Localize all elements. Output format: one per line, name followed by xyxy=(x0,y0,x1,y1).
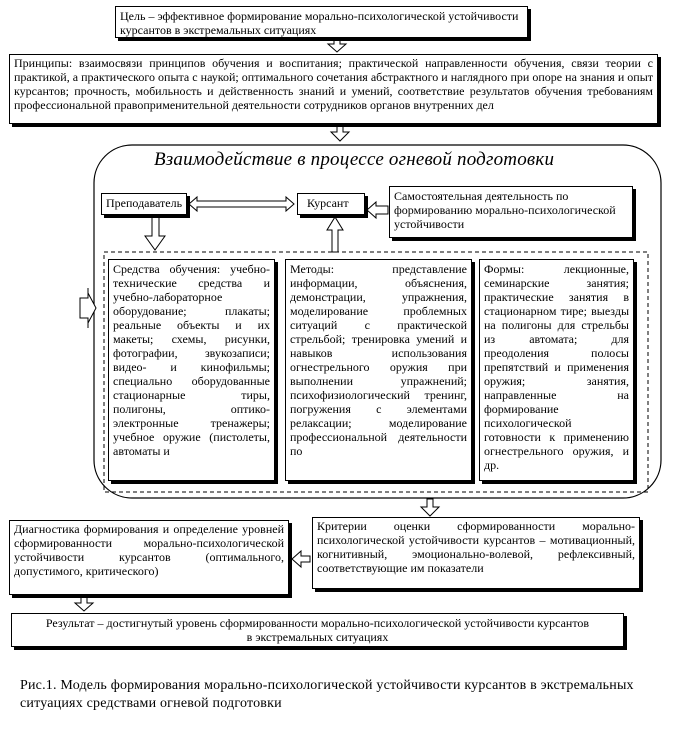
interaction-title: Взаимодействие в процессе огневой подготовки xyxy=(154,149,555,170)
cadet-text: Курсант xyxy=(307,196,349,210)
diagnostics-text: Диагностика формирования и определение уровней сформированности морально-психологической устойчивости курсантов (оптимального, допустимого, критического) xyxy=(14,522,284,578)
goal-box xyxy=(115,6,528,38)
arrow-diagnostics-result xyxy=(75,596,93,611)
independent-activity-box xyxy=(389,186,633,238)
forms-text: Формы: лекционные, семинарские занятия; практические занятия в стационарном тире; выезды на полигоны для стрельбы из автомата; для преодоления полосы препятствий и применения оружия; занятия, направленные на формирование психологической готовности к применению огнестрельного оружия, и др. xyxy=(484,262,629,472)
means-text: Средства обучения: учебно-технические средства и учебно-лабораторное оборудование; плакаты; реальные объекты и их макеты; схемы, рисунки, фотографии, звукозаписи; видео- и кинофильмы; специально оборудованные стационарные тиры, полигоны, оптико-электронные тренажеры; учебное оружие (пистолеты, автоматы и xyxy=(113,262,270,458)
teacher-box xyxy=(101,193,187,215)
goal-text: Цель – эффективное формирование морально-психологической устойчивости курсантов в экстремальных ситуациях xyxy=(120,9,519,37)
arrow-teacher-cadet xyxy=(189,197,294,211)
cadet-box xyxy=(297,193,365,215)
result-box xyxy=(11,613,624,647)
arrow-criteria-diagnostics xyxy=(292,551,310,567)
arrow-independent-cadet xyxy=(367,202,388,218)
principles-box xyxy=(9,54,658,124)
arrow-teacher-down xyxy=(145,216,165,250)
independent-activity-text: Самостоятельная деятельность по формированию морально-психологической устойчивости xyxy=(394,189,616,231)
arrow-down-goal xyxy=(328,39,346,52)
criteria-box xyxy=(312,517,640,589)
forms-box xyxy=(479,259,634,481)
arrow-down-container xyxy=(421,499,439,516)
methods-text: Методы: представление информации, объяснения, демонстрации, упражнения, моделирование проблемных ситуаций с практической стрельбой; тренировка умений и навыков использования огнестрельного оружия при выполнении упражнений; психофизиологический тренинг, погружения с элементами релаксации; моделирование профессиональной деятельности по xyxy=(290,262,467,458)
principles-text: Принципы: взаимосвязи принципов обучения и воспитания; практической направленности обучения, связи теории с практикой, а практического опыта с наукой; оптимального сочетания абстрактного и наглядного при опоре на знания и опыт курсантов; прочность, мобильность и действенность знаний и умений, соответствие результатов обучения требованиям профессиональной правоприменительной деятельности сотрудников органов внутренних дел xyxy=(14,56,653,112)
methods-box xyxy=(285,259,472,481)
figure-caption: Рис.1. Модель формирования морально-психологической устойчивости курсантов в экстремальных ситуациях средствами огневой подготовки xyxy=(20,678,634,711)
arrow-down-principles xyxy=(331,124,349,141)
criteria-text: Критерии оценки сформированности морально-психологической устойчивости курсантов – мотивационный, когнитивный, эмоционально-волевой, рефлексивный, соответствующие им показатели xyxy=(317,519,635,575)
diagnostics-box xyxy=(9,520,289,595)
result-text: Результат – достигнутый уровень сформированности морально-психологической устойчивости курсантов в экстремальных ситуациях xyxy=(45,616,590,644)
arrow-methods-up xyxy=(327,217,343,252)
teacher-text: Преподаватель xyxy=(106,196,183,210)
means-box xyxy=(108,259,275,481)
